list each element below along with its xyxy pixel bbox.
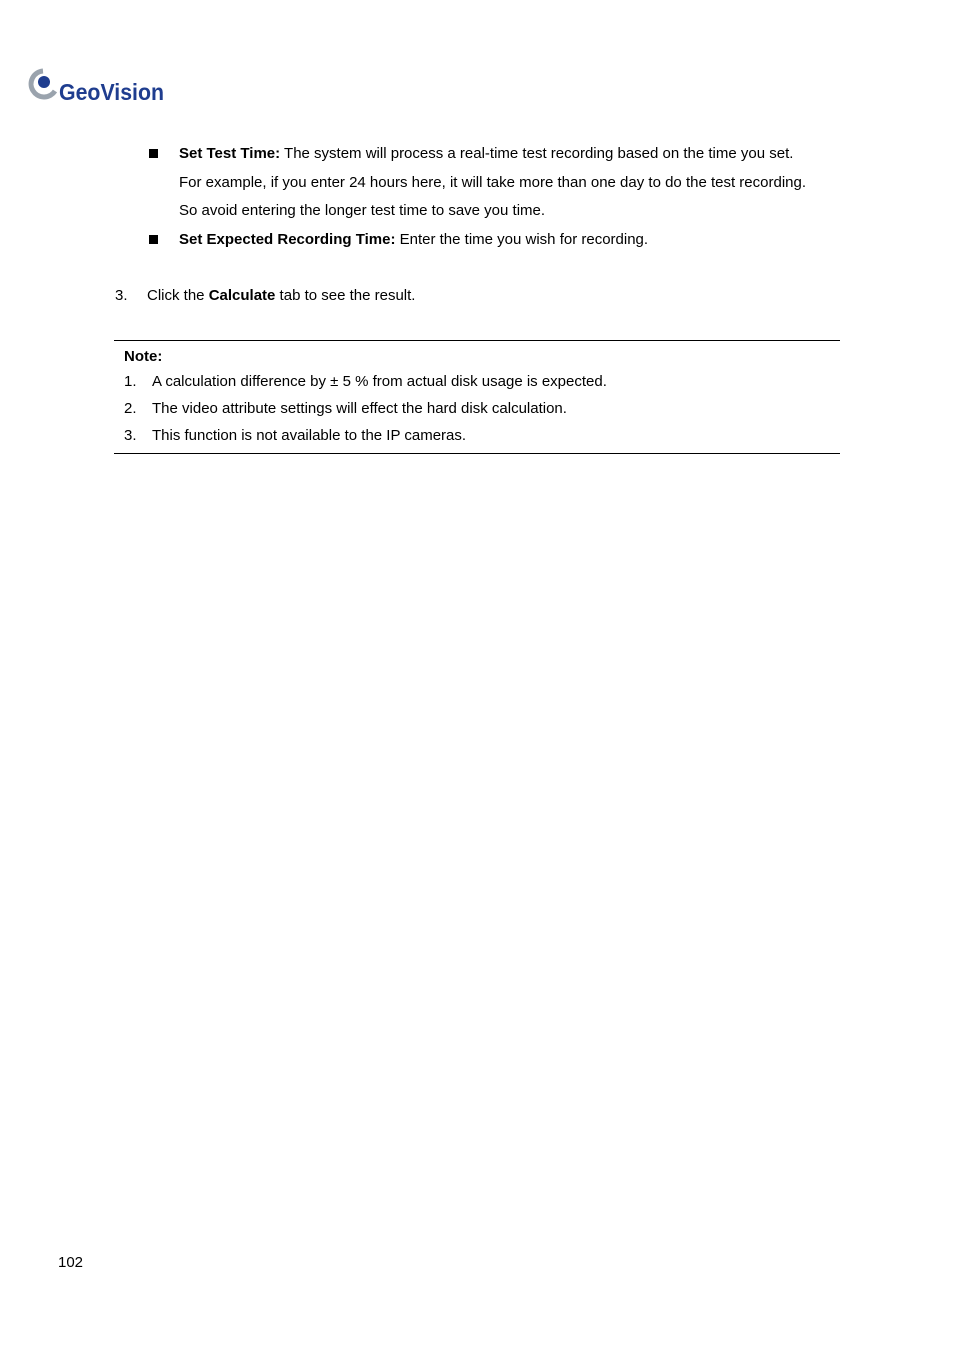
note-item-text: This function is not available to the IP cameras. (152, 427, 467, 444)
note-item-text: The video attribute settings will effect the hard disk calculation. (152, 400, 567, 417)
bullet-term: Set Expected Recording Time: (179, 230, 396, 248)
bullet-text: Enter the time you wish for recording. (395, 230, 649, 248)
bullet-text: The system will process a real-time test recording based on the time you set. (280, 145, 794, 162)
list-item (148, 226, 868, 255)
page-number: 102 (58, 1254, 84, 1271)
note-item-text: A calculation difference by ± 5 % from actual disk usage is expected. (152, 373, 607, 390)
list-item (148, 140, 868, 226)
note-item-number: 1. (124, 373, 137, 390)
option-list (148, 140, 868, 254)
step-text: Click the (147, 287, 209, 304)
bullet-text: So avoid entering the longer test time to save you time. (179, 202, 546, 219)
square-bullet-icon (149, 235, 158, 244)
note-item (114, 368, 840, 395)
square-bullet-icon (149, 149, 158, 158)
bullet-term: Set Test Time: (179, 145, 281, 162)
note-item (114, 422, 840, 449)
logo-text: GeoVision (59, 79, 164, 105)
geovision-logo (27, 66, 177, 106)
note-item (114, 395, 840, 422)
step-bold: Calculate (208, 287, 276, 304)
note-title: Note: (124, 348, 163, 365)
step-number: 3. (115, 287, 128, 304)
geovision-logo-icon (27, 66, 177, 106)
step-3 (115, 284, 415, 308)
step-text: tab to see the result. (275, 287, 416, 304)
note-item-number: 2. (124, 400, 137, 417)
bullet-text: For example, if you enter 24 hours here, it will take more than one day to do the test recording. (179, 173, 807, 191)
note-box (114, 340, 840, 454)
note-item-number: 3. (124, 427, 137, 444)
